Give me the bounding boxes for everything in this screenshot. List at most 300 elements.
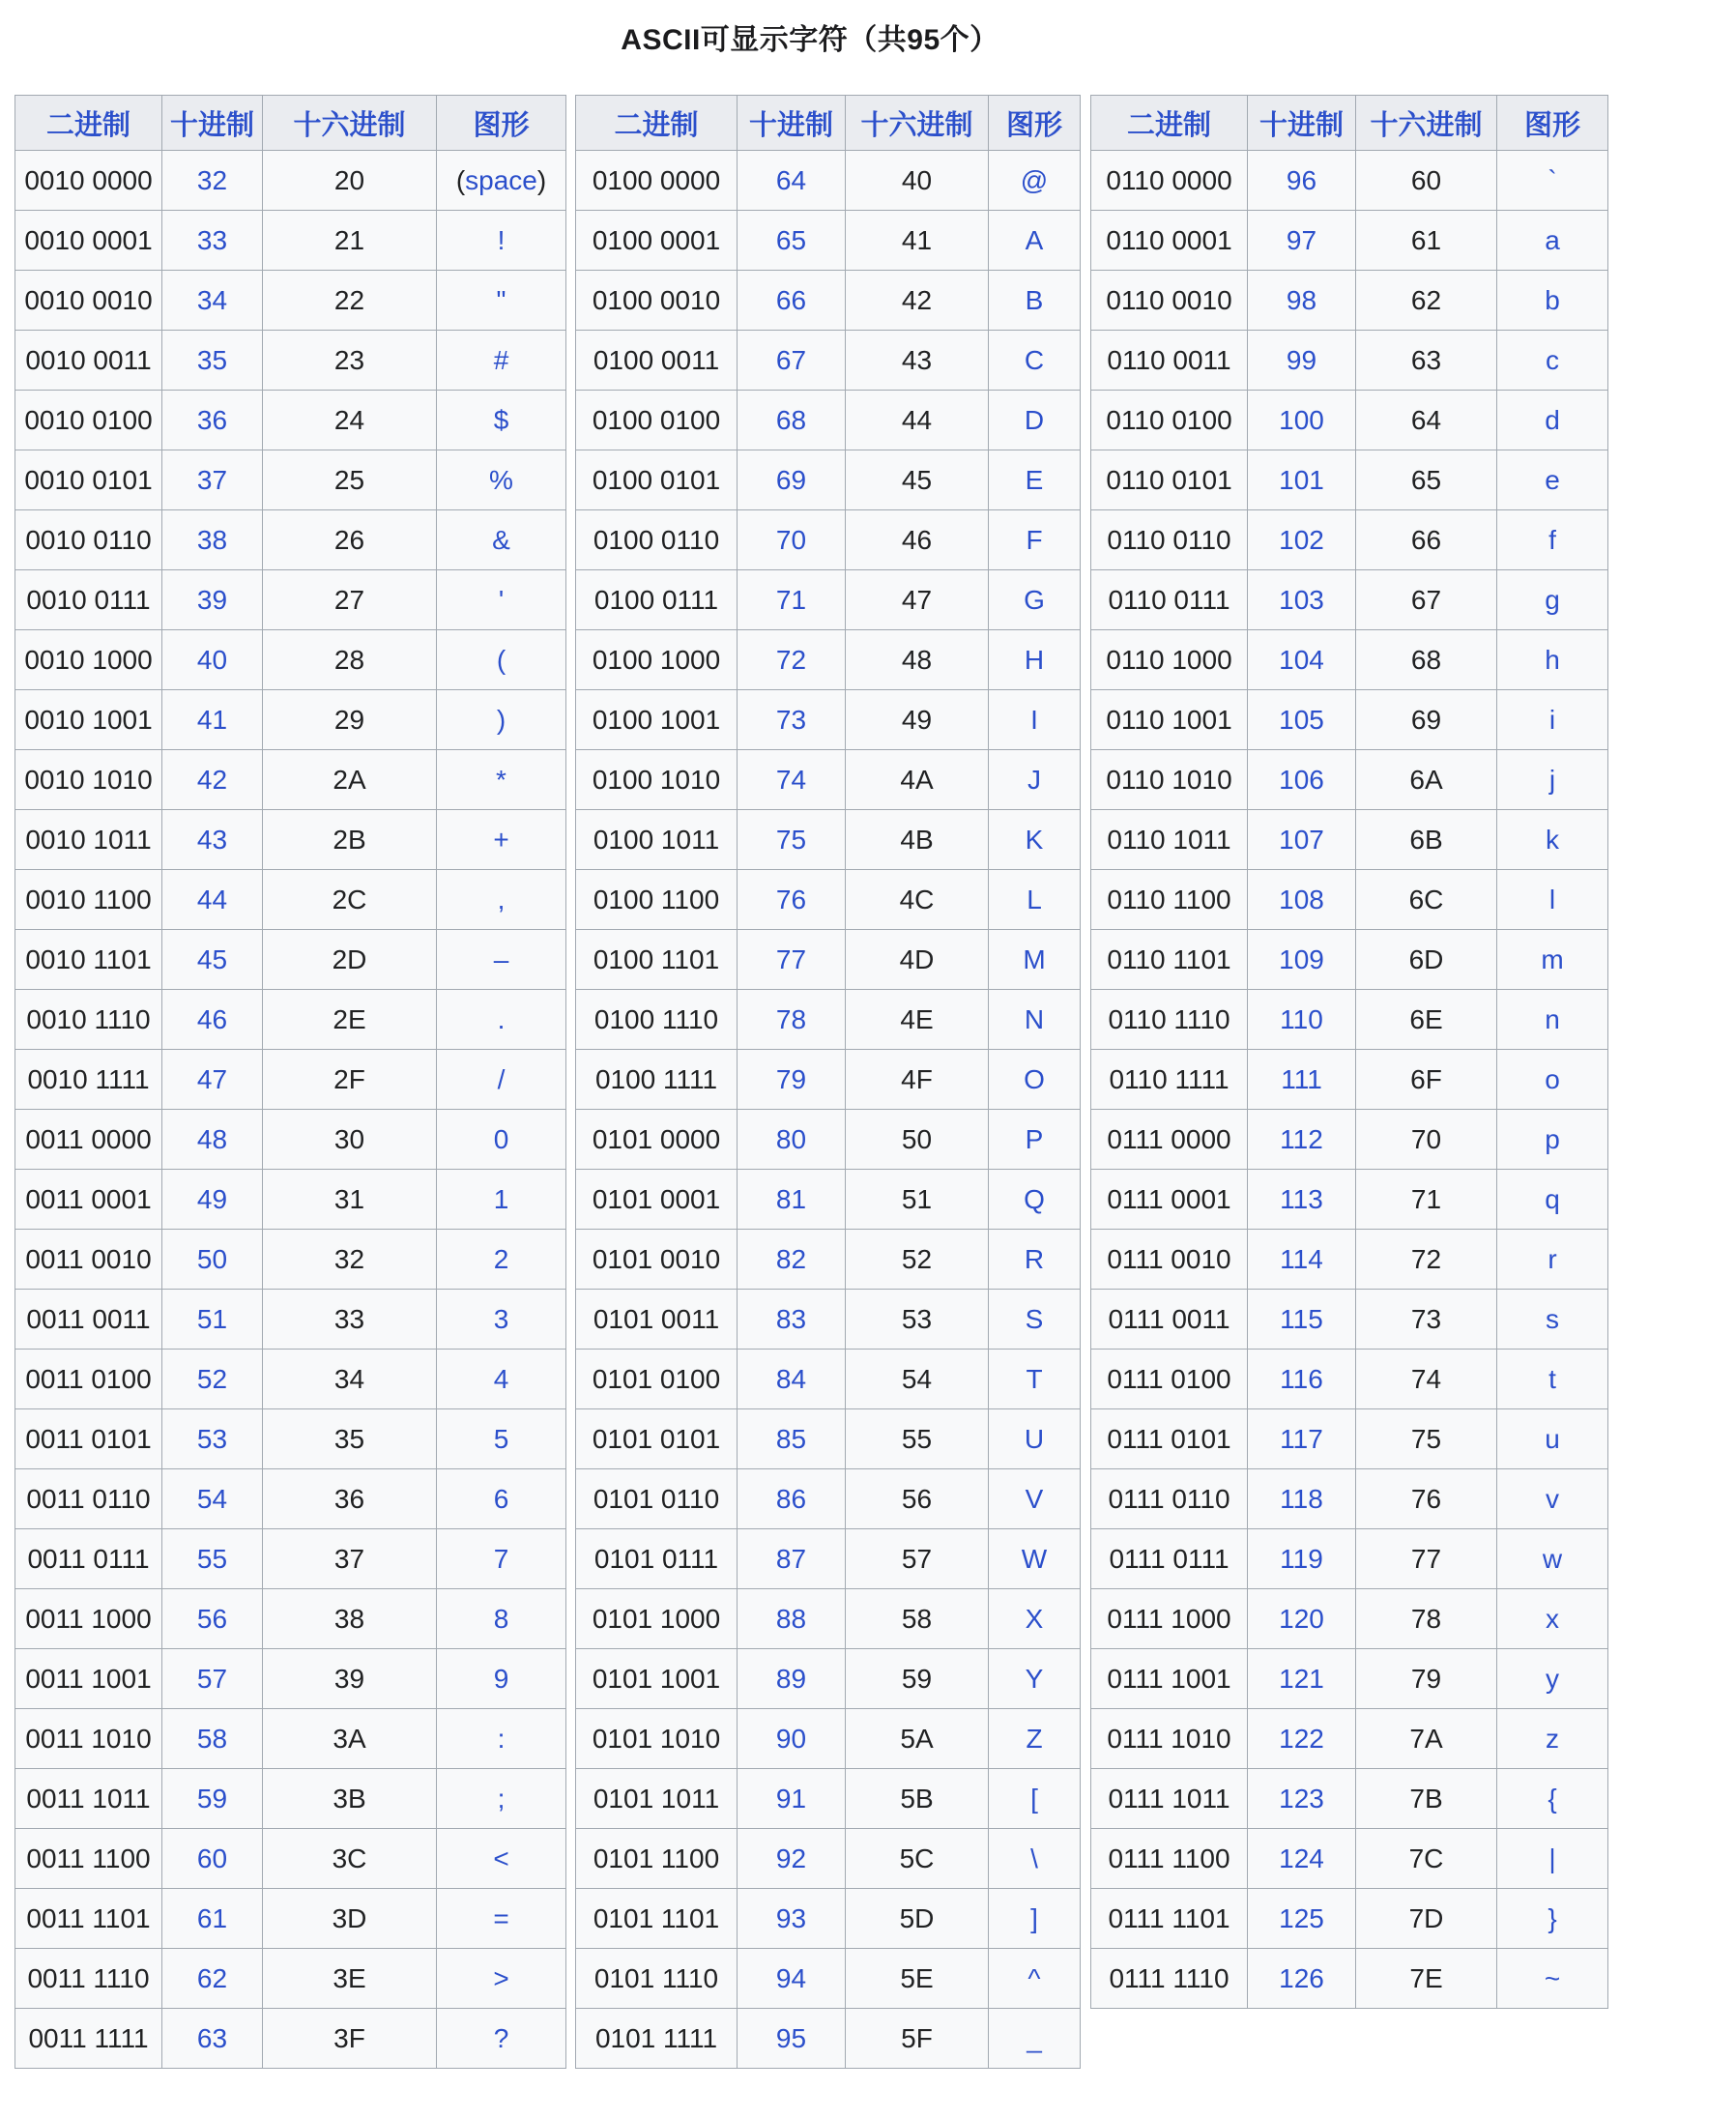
decimal-link[interactable]: 126 bbox=[1279, 1962, 1324, 1993]
decimal-link[interactable]: 44 bbox=[196, 884, 228, 914]
decimal-link[interactable]: 99 bbox=[1286, 344, 1317, 375]
decimal-link[interactable]: 60 bbox=[196, 1843, 228, 1873]
column-header-decimal[interactable]: 十进制 bbox=[738, 96, 846, 151]
glyph-link[interactable]: b bbox=[1545, 284, 1560, 315]
glyph-link[interactable]: { bbox=[1548, 1783, 1557, 1814]
glyph-link[interactable]: f bbox=[1548, 524, 1556, 555]
table-row bbox=[15, 1409, 566, 1469]
decimal-link[interactable]: 64 bbox=[775, 164, 807, 195]
decimal-link[interactable]: 89 bbox=[775, 1663, 807, 1694]
decimal-link[interactable]: 95 bbox=[775, 2022, 807, 2053]
decimal-link[interactable]: 39 bbox=[196, 584, 228, 615]
decimal-link[interactable]: 58 bbox=[196, 1723, 228, 1754]
decimal-link[interactable]: 72 bbox=[775, 644, 807, 675]
decimal-link[interactable]: 65 bbox=[775, 224, 807, 255]
decimal-link[interactable]: 46 bbox=[196, 1003, 228, 1034]
glyph-link[interactable]: ! bbox=[497, 224, 506, 255]
decimal-link[interactable]: 52 bbox=[196, 1363, 228, 1394]
glyph-link[interactable]: 5 bbox=[493, 1423, 509, 1454]
hex-cell: 79 bbox=[1356, 1649, 1497, 1709]
glyph-link[interactable]: Y bbox=[1025, 1663, 1044, 1694]
table-row bbox=[15, 211, 566, 271]
column-header-glyph[interactable]: 图形 bbox=[1497, 96, 1608, 151]
decimal-cell bbox=[1248, 1709, 1356, 1769]
hex-cell: 78 bbox=[1356, 1589, 1497, 1649]
glyph-cell bbox=[1497, 1649, 1608, 1709]
table-row bbox=[576, 570, 1081, 630]
glyph-cell bbox=[437, 211, 566, 271]
glyph-link[interactable]: G bbox=[1024, 584, 1045, 615]
decimal-link[interactable]: 63 bbox=[196, 2022, 228, 2053]
glyph-cell bbox=[989, 870, 1081, 930]
glyph-cell bbox=[1497, 1409, 1608, 1469]
glyph-cell bbox=[1497, 570, 1608, 630]
glyph-link[interactable]: % bbox=[489, 464, 513, 495]
column-header-hex[interactable]: 十六进制 bbox=[1356, 96, 1497, 151]
glyph-link[interactable]: D bbox=[1024, 404, 1045, 435]
decimal-cell bbox=[162, 1050, 263, 1110]
glyph-cell bbox=[1497, 1230, 1608, 1290]
decimal-cell bbox=[738, 2009, 846, 2069]
binary-cell: 0011 1100 bbox=[15, 1829, 162, 1889]
decimal-link[interactable]: 83 bbox=[775, 1303, 807, 1334]
decimal-link[interactable]: 120 bbox=[1279, 1603, 1324, 1634]
glyph-link[interactable]: S bbox=[1025, 1303, 1044, 1334]
decimal-link[interactable]: 50 bbox=[196, 1243, 228, 1274]
binary-cell: 0010 1101 bbox=[15, 930, 162, 990]
binary-cell: 0011 0011 bbox=[15, 1290, 162, 1350]
decimal-link[interactable]: 101 bbox=[1279, 464, 1324, 495]
glyph-link[interactable]: ] bbox=[1030, 1902, 1038, 1933]
decimal-link[interactable]: 122 bbox=[1279, 1723, 1324, 1754]
binary-cell: 0110 0101 bbox=[1091, 450, 1248, 510]
hex-cell: 5F bbox=[846, 2009, 989, 2069]
hex-cell: 3C bbox=[263, 1829, 437, 1889]
glyph-link[interactable]: 2 bbox=[493, 1243, 509, 1274]
hex-cell: 33 bbox=[263, 1290, 437, 1350]
decimal-link[interactable]: 37 bbox=[196, 464, 228, 495]
glyph-link[interactable]: r bbox=[1548, 1243, 1557, 1274]
table-row bbox=[15, 271, 566, 331]
glyph-link[interactable]: T bbox=[1026, 1363, 1043, 1394]
table-row bbox=[576, 271, 1081, 331]
decimal-link[interactable]: 91 bbox=[775, 1783, 807, 1814]
decimal-link[interactable]: 124 bbox=[1279, 1843, 1324, 1873]
glyph-cell bbox=[437, 1230, 566, 1290]
glyph-link[interactable]: P bbox=[1025, 1123, 1044, 1154]
decimal-link[interactable]: 81 bbox=[775, 1183, 807, 1214]
hex-cell: 41 bbox=[846, 211, 989, 271]
decimal-link[interactable]: 77 bbox=[775, 943, 807, 974]
decimal-link[interactable]: 85 bbox=[775, 1423, 807, 1454]
decimal-link[interactable]: 113 bbox=[1280, 1183, 1323, 1214]
column-header-hex[interactable]: 十六进制 bbox=[263, 96, 437, 151]
decimal-link[interactable]: 103 bbox=[1279, 584, 1324, 615]
glyph-link[interactable]: X bbox=[1025, 1603, 1044, 1634]
glyph-link[interactable]: ~ bbox=[1544, 1962, 1561, 1993]
glyph-link[interactable]: 3 bbox=[493, 1303, 509, 1334]
decimal-cell bbox=[738, 1589, 846, 1649]
glyph-link[interactable]: H bbox=[1024, 644, 1045, 675]
decimal-cell bbox=[162, 1949, 263, 2009]
binary-cell: 0100 0100 bbox=[576, 391, 738, 450]
glyph-cell bbox=[1497, 1589, 1608, 1649]
table-row bbox=[1091, 1829, 1608, 1889]
decimal-link[interactable]: 115 bbox=[1280, 1303, 1323, 1334]
glyph-link[interactable]: E bbox=[1025, 464, 1044, 495]
glyph-link[interactable]: R bbox=[1024, 1243, 1045, 1274]
binary-cell: 0101 0100 bbox=[576, 1350, 738, 1409]
glyph-link[interactable]: M bbox=[1023, 943, 1046, 974]
decimal-link[interactable]: 33 bbox=[196, 224, 228, 255]
decimal-link[interactable]: 61 bbox=[196, 1902, 228, 1933]
glyph-link[interactable]: U bbox=[1024, 1423, 1045, 1454]
glyph-link[interactable]: 8 bbox=[493, 1603, 509, 1634]
decimal-link[interactable]: 92 bbox=[775, 1843, 807, 1873]
binary-cell: 0101 1001 bbox=[576, 1649, 738, 1709]
decimal-cell bbox=[1248, 690, 1356, 750]
decimal-link[interactable]: 87 bbox=[775, 1543, 807, 1574]
glyph-link[interactable]: \ bbox=[1030, 1843, 1038, 1873]
binary-cell: 0101 1011 bbox=[576, 1769, 738, 1829]
decimal-link[interactable]: 70 bbox=[775, 524, 807, 555]
glyph-link[interactable]: c bbox=[1546, 344, 1559, 375]
decimal-link[interactable]: 84 bbox=[775, 1363, 807, 1394]
glyph-link[interactable]: } bbox=[1548, 1902, 1557, 1933]
decimal-link[interactable]: 45 bbox=[196, 943, 228, 974]
glyph-link[interactable]: C bbox=[1024, 344, 1045, 375]
table-row bbox=[1091, 1050, 1608, 1110]
decimal-link[interactable]: 55 bbox=[196, 1543, 228, 1574]
decimal-link[interactable]: 67 bbox=[775, 344, 807, 375]
decimal-link[interactable]: 34 bbox=[196, 284, 228, 315]
decimal-link[interactable]: 56 bbox=[196, 1603, 228, 1634]
column-header-binary[interactable]: 二进制 bbox=[15, 96, 162, 151]
decimal-link[interactable]: 76 bbox=[775, 884, 807, 914]
decimal-cell bbox=[738, 211, 846, 271]
glyph-link[interactable]: [ bbox=[1030, 1783, 1038, 1814]
decimal-link[interactable]: 123 bbox=[1279, 1783, 1324, 1814]
decimal-link[interactable]: 86 bbox=[775, 1483, 807, 1514]
glyph-cell bbox=[1497, 750, 1608, 810]
decimal-link[interactable]: 100 bbox=[1279, 404, 1324, 435]
hex-cell: 3D bbox=[263, 1889, 437, 1949]
decimal-link[interactable]: 98 bbox=[1286, 284, 1317, 315]
decimal-link[interactable]: 68 bbox=[775, 404, 807, 435]
decimal-link[interactable]: 49 bbox=[196, 1183, 228, 1214]
glyph-link[interactable]: u bbox=[1545, 1423, 1560, 1454]
decimal-link[interactable]: 106 bbox=[1279, 764, 1324, 795]
decimal-link[interactable]: 42 bbox=[196, 764, 228, 795]
decimal-link[interactable]: 108 bbox=[1279, 884, 1324, 914]
glyph-cell bbox=[1497, 391, 1608, 450]
decimal-link[interactable]: 62 bbox=[196, 1962, 228, 1993]
glyph-link[interactable]: I bbox=[1030, 704, 1038, 735]
decimal-link[interactable]: 41 bbox=[196, 704, 228, 735]
decimal-cell bbox=[738, 1230, 846, 1290]
decimal-link[interactable]: 94 bbox=[775, 1962, 807, 1993]
table-row bbox=[576, 1170, 1081, 1230]
glyph-cell bbox=[437, 930, 566, 990]
glyph-link[interactable]: t bbox=[1548, 1363, 1556, 1394]
decimal-cell bbox=[162, 1529, 263, 1589]
glyph-link[interactable]: o bbox=[1545, 1063, 1560, 1094]
glyph-link[interactable]: 1 bbox=[493, 1183, 509, 1214]
decimal-link[interactable]: 32 bbox=[196, 164, 228, 195]
binary-cell: 0101 0010 bbox=[576, 1230, 738, 1290]
binary-cell: 0011 0001 bbox=[15, 1170, 162, 1230]
glyph-link[interactable]: @ bbox=[1020, 164, 1049, 195]
glyph-cell bbox=[989, 1230, 1081, 1290]
glyph-link[interactable]: s bbox=[1546, 1303, 1559, 1334]
hex-cell: 72 bbox=[1356, 1230, 1497, 1290]
decimal-link[interactable]: 119 bbox=[1280, 1543, 1323, 1574]
glyph-link[interactable]: 4 bbox=[493, 1363, 509, 1394]
decimal-link[interactable]: 53 bbox=[196, 1423, 228, 1454]
glyph-cell bbox=[437, 1290, 566, 1350]
decimal-cell bbox=[162, 1769, 263, 1829]
decimal-link[interactable]: 88 bbox=[775, 1603, 807, 1634]
binary-cell: 0110 0110 bbox=[1091, 510, 1248, 570]
decimal-link[interactable]: 82 bbox=[775, 1243, 807, 1274]
glyph-link[interactable]: 7 bbox=[493, 1543, 509, 1574]
binary-cell: 0111 0001 bbox=[1091, 1170, 1248, 1230]
glyph-link[interactable]: a bbox=[1545, 224, 1560, 255]
glyph-link[interactable]: O bbox=[1024, 1063, 1045, 1094]
glyph-link[interactable]: x bbox=[1546, 1603, 1559, 1634]
glyph-link[interactable]: " bbox=[496, 284, 506, 315]
decimal-link[interactable]: 118 bbox=[1280, 1483, 1323, 1514]
glyph-link[interactable]: p bbox=[1545, 1123, 1560, 1154]
binary-cell: 0010 0001 bbox=[15, 211, 162, 271]
glyph-link[interactable]: 6 bbox=[493, 1483, 509, 1514]
hex-cell: 2F bbox=[263, 1050, 437, 1110]
table-row bbox=[15, 2009, 566, 2069]
glyph-link[interactable]: _ bbox=[1027, 2022, 1042, 2053]
decimal-link[interactable]: 121 bbox=[1279, 1663, 1324, 1694]
decimal-cell bbox=[738, 1709, 846, 1769]
binary-cell: 0101 0001 bbox=[576, 1170, 738, 1230]
glyph-link[interactable]: K bbox=[1025, 824, 1044, 855]
table-row bbox=[15, 510, 566, 570]
glyph-cell bbox=[437, 1529, 566, 1589]
glyph-link[interactable]: B bbox=[1025, 284, 1044, 315]
glyph-link[interactable]: w bbox=[1542, 1543, 1563, 1574]
hex-cell: 63 bbox=[1356, 331, 1497, 391]
column-header-hex[interactable]: 十六进制 bbox=[846, 96, 989, 151]
glyph-link[interactable]: ` bbox=[1548, 164, 1557, 195]
hex-cell: 69 bbox=[1356, 690, 1497, 750]
decimal-link[interactable]: 59 bbox=[196, 1783, 228, 1814]
table-row bbox=[15, 1529, 566, 1589]
glyph-link[interactable]: | bbox=[1548, 1843, 1556, 1873]
decimal-link[interactable]: 111 bbox=[1281, 1063, 1322, 1094]
decimal-link[interactable]: 105 bbox=[1279, 704, 1324, 735]
glyph-cell bbox=[437, 1469, 566, 1529]
hex-cell: 34 bbox=[263, 1350, 437, 1409]
decimal-link[interactable]: 102 bbox=[1279, 524, 1324, 555]
decimal-link[interactable]: 80 bbox=[775, 1123, 807, 1154]
glyph-link[interactable]: ( bbox=[496, 644, 506, 675]
binary-cell: 0011 0101 bbox=[15, 1409, 162, 1469]
glyph-link[interactable]: > bbox=[493, 1962, 509, 1993]
glyph-link[interactable]: j bbox=[1548, 764, 1556, 795]
glyph-link[interactable]: v bbox=[1546, 1483, 1559, 1514]
glyph-link[interactable]: $ bbox=[493, 404, 509, 435]
decimal-link[interactable]: 51 bbox=[196, 1303, 228, 1334]
hex-cell: 61 bbox=[1356, 211, 1497, 271]
decimal-link[interactable]: 71 bbox=[775, 584, 807, 615]
decimal-link[interactable]: 79 bbox=[775, 1063, 807, 1094]
glyph-link[interactable]: 9 bbox=[493, 1663, 509, 1694]
decimal-link[interactable]: 47 bbox=[196, 1063, 228, 1094]
glyph-link[interactable]: # bbox=[493, 344, 509, 375]
column-header-binary[interactable]: 二进制 bbox=[1091, 96, 1248, 151]
glyph-link[interactable]: L bbox=[1027, 884, 1042, 914]
glyph-cell bbox=[989, 331, 1081, 391]
glyph-link[interactable]: & bbox=[492, 524, 510, 555]
decimal-cell bbox=[162, 1350, 263, 1409]
decimal-link[interactable]: 116 bbox=[1280, 1363, 1323, 1394]
ascii-table-1 bbox=[14, 95, 566, 2069]
decimal-link[interactable]: 93 bbox=[775, 1902, 807, 1933]
glyph-link[interactable]: ? bbox=[493, 2022, 509, 2053]
glyph-link[interactable]: W bbox=[1021, 1543, 1048, 1574]
binary-cell: 0101 1101 bbox=[576, 1889, 738, 1949]
ascii-table-3 bbox=[1090, 95, 1608, 2009]
glyph-link[interactable]: z bbox=[1546, 1723, 1559, 1754]
table-row bbox=[15, 391, 566, 450]
decimal-cell bbox=[738, 870, 846, 930]
glyph-link[interactable]: V bbox=[1025, 1483, 1044, 1514]
column-header-decimal[interactable]: 十进制 bbox=[1248, 96, 1356, 151]
glyph-link[interactable]: N bbox=[1024, 1003, 1045, 1034]
glyph-link[interactable]: A bbox=[1025, 224, 1044, 255]
glyph-link[interactable]: + bbox=[493, 824, 509, 855]
glyph-link[interactable]: e bbox=[1545, 464, 1560, 495]
decimal-link[interactable]: 117 bbox=[1280, 1423, 1323, 1454]
hex-cell: 64 bbox=[1356, 391, 1497, 450]
decimal-cell bbox=[1248, 1829, 1356, 1889]
decimal-link[interactable]: 69 bbox=[775, 464, 807, 495]
decimal-link[interactable]: 75 bbox=[775, 824, 807, 855]
glyph-link[interactable]: ' bbox=[498, 584, 505, 615]
glyph-link[interactable]: g bbox=[1545, 584, 1560, 615]
glyph-link[interactable]: F bbox=[1026, 524, 1043, 555]
glyph-link[interactable]: d bbox=[1545, 404, 1560, 435]
glyph-cell bbox=[437, 1409, 566, 1469]
glyph-link[interactable]: q bbox=[1545, 1183, 1560, 1214]
glyph-link[interactable]: space bbox=[465, 164, 537, 195]
decimal-link[interactable]: 43 bbox=[196, 824, 228, 855]
glyph-cell bbox=[437, 690, 566, 750]
glyph-link[interactable]: – bbox=[493, 943, 509, 974]
decimal-link[interactable]: 114 bbox=[1280, 1243, 1323, 1274]
decimal-link[interactable]: 57 bbox=[196, 1663, 228, 1694]
decimal-link[interactable]: 96 bbox=[1286, 164, 1317, 195]
glyph-link[interactable]: * bbox=[496, 764, 506, 795]
glyph-link[interactable]: ^ bbox=[1027, 1962, 1041, 1993]
glyph-link[interactable]: y bbox=[1546, 1663, 1559, 1694]
glyph-link[interactable]: l bbox=[1548, 884, 1556, 914]
binary-cell: 0100 0000 bbox=[576, 151, 738, 211]
decimal-link[interactable]: 48 bbox=[196, 1123, 228, 1154]
glyph-cell bbox=[989, 1649, 1081, 1709]
glyph-link[interactable]: Q bbox=[1024, 1183, 1045, 1214]
decimal-link[interactable]: 109 bbox=[1279, 943, 1324, 974]
binary-cell: 0010 0100 bbox=[15, 391, 162, 450]
decimal-link[interactable]: 110 bbox=[1280, 1003, 1323, 1034]
glyph-link[interactable]: : bbox=[497, 1723, 506, 1754]
glyph-link[interactable]: . bbox=[497, 1003, 506, 1034]
decimal-link[interactable]: 73 bbox=[775, 704, 807, 735]
decimal-link[interactable]: 104 bbox=[1279, 644, 1324, 675]
glyph-cell bbox=[1497, 810, 1608, 870]
glyph-link[interactable]: < bbox=[493, 1843, 509, 1873]
glyph-cell bbox=[1497, 211, 1608, 271]
glyph-link[interactable]: n bbox=[1545, 1003, 1560, 1034]
glyph-link[interactable]: J bbox=[1027, 764, 1041, 795]
table-row bbox=[1091, 1529, 1608, 1589]
decimal-link[interactable]: 90 bbox=[775, 1723, 807, 1754]
binary-cell: 0111 1000 bbox=[1091, 1589, 1248, 1649]
decimal-link[interactable]: 40 bbox=[196, 644, 228, 675]
glyph-link[interactable]: m bbox=[1541, 943, 1564, 974]
glyph-link[interactable]: 0 bbox=[493, 1123, 509, 1154]
glyph-link[interactable]: ; bbox=[497, 1783, 506, 1814]
glyph-link[interactable]: i bbox=[1548, 704, 1556, 735]
decimal-link[interactable]: 38 bbox=[196, 524, 228, 555]
decimal-link[interactable]: 74 bbox=[775, 764, 807, 795]
column-header-glyph[interactable]: 图形 bbox=[989, 96, 1081, 151]
decimal-link[interactable]: 54 bbox=[196, 1483, 228, 1514]
column-header-glyph[interactable]: 图形 bbox=[437, 96, 566, 151]
glyph-link[interactable]: , bbox=[497, 884, 506, 914]
decimal-link[interactable]: 107 bbox=[1279, 824, 1324, 855]
hex-cell: 51 bbox=[846, 1170, 989, 1230]
decimal-link[interactable]: 125 bbox=[1279, 1902, 1324, 1933]
glyph-link[interactable]: / bbox=[497, 1063, 506, 1094]
glyph-link[interactable]: h bbox=[1545, 644, 1560, 675]
table-row bbox=[576, 450, 1081, 510]
table-row bbox=[15, 1230, 566, 1290]
decimal-cell bbox=[738, 570, 846, 630]
hex-cell: 73 bbox=[1356, 1290, 1497, 1350]
binary-cell: 0100 1101 bbox=[576, 930, 738, 990]
glyph-link[interactable]: Z bbox=[1026, 1723, 1043, 1754]
decimal-link[interactable]: 112 bbox=[1280, 1123, 1323, 1154]
decimal-link[interactable]: 36 bbox=[196, 404, 228, 435]
glyph-cell bbox=[437, 630, 566, 690]
hex-cell: 6E bbox=[1356, 990, 1497, 1050]
hex-cell: 3A bbox=[263, 1709, 437, 1769]
column-header-binary[interactable]: 二进制 bbox=[576, 96, 738, 151]
column-header-decimal[interactable]: 十进制 bbox=[162, 96, 263, 151]
decimal-cell bbox=[162, 450, 263, 510]
glyph-cell bbox=[437, 990, 566, 1050]
glyph-link[interactable]: = bbox=[493, 1902, 509, 1933]
glyph-cell bbox=[989, 1050, 1081, 1110]
decimal-link[interactable]: 35 bbox=[196, 344, 228, 375]
glyph-cell bbox=[989, 271, 1081, 331]
table-row bbox=[576, 1110, 1081, 1170]
decimal-link[interactable]: 66 bbox=[775, 284, 807, 315]
glyph-link[interactable]: ) bbox=[496, 704, 506, 735]
glyph-cell bbox=[437, 1949, 566, 2009]
decimal-link[interactable]: 97 bbox=[1286, 224, 1317, 255]
glyph-link[interactable]: k bbox=[1546, 824, 1559, 855]
decimal-link[interactable]: 78 bbox=[775, 1003, 807, 1034]
